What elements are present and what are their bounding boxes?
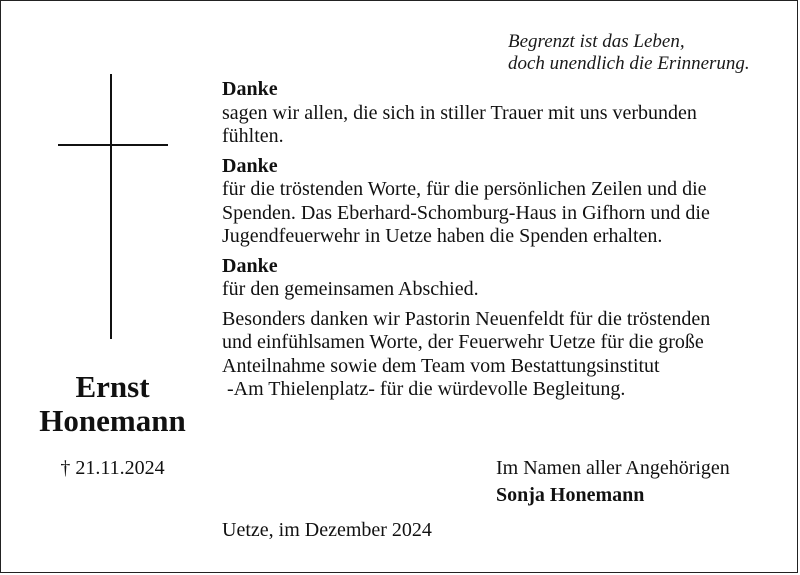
- text-line: fühlten.: [222, 125, 284, 147]
- cross-vertical-bar: [110, 74, 112, 339]
- motto-line-2: doch unendlich die Erinnerung.: [508, 53, 750, 74]
- thanks-heading: Danke: [222, 254, 278, 277]
- thanks-paragraph: [222, 102, 787, 149]
- deceased-last-name: Honemann: [39, 403, 186, 438]
- deceased-first-name: Ernst: [75, 369, 150, 404]
- special-thanks-block: [222, 308, 787, 402]
- text-line: Besonders danken wir Pastorin Neuenfeldt für die tröstenden: [222, 307, 711, 330]
- thanks-block-1: [222, 78, 787, 149]
- motto-quote: [508, 31, 750, 75]
- cross-horizontal-bar: [58, 144, 168, 146]
- deceased-name: [20, 370, 205, 438]
- thanks-heading: Danke: [222, 78, 278, 100]
- text-line: für den gemeinsamen Abschied.: [222, 278, 479, 300]
- cross-icon: [58, 74, 168, 339]
- thanks-block-2: [222, 155, 787, 249]
- thanks-text: [222, 78, 787, 402]
- text-line: sagen wir allen, die sich in stiller Trauer mit uns verbunden: [222, 101, 697, 124]
- text-line: -Am Thielenplatz- für die würdevolle Begleitung.: [222, 378, 626, 400]
- text-line: für die tröstenden Worte, für die persönlichen Zeilen und die: [222, 178, 707, 200]
- death-date: † 21.11.2024: [60, 457, 165, 479]
- thanks-block-3: [222, 255, 787, 302]
- text-line: und einfühlsamen Worte, der Feuerwehr Uetze für die große: [222, 331, 704, 353]
- signoff: [496, 455, 730, 509]
- signoff-name: Sonja Honemann: [496, 484, 645, 506]
- place-date: Uetze, im Dezember 2024: [222, 519, 432, 541]
- text-line: Anteilnahme sowie dem Team vom Bestattungsinstitut: [222, 354, 660, 377]
- text-line: Jugendfeuerwehr in Uetze haben die Spenden erhalten.: [222, 225, 663, 247]
- thanks-paragraph: [222, 178, 787, 249]
- text-line: Spenden. Das Eberhard-Schomburg-Haus in Gifhorn und die: [222, 201, 710, 224]
- signoff-intro: Im Namen aller Angehörigen: [496, 457, 730, 479]
- special-thanks-paragraph: [222, 308, 787, 402]
- thanks-heading: Danke: [222, 154, 278, 177]
- thanks-paragraph: [222, 278, 787, 302]
- motto-line-1: Begrenzt ist das Leben,: [508, 31, 685, 52]
